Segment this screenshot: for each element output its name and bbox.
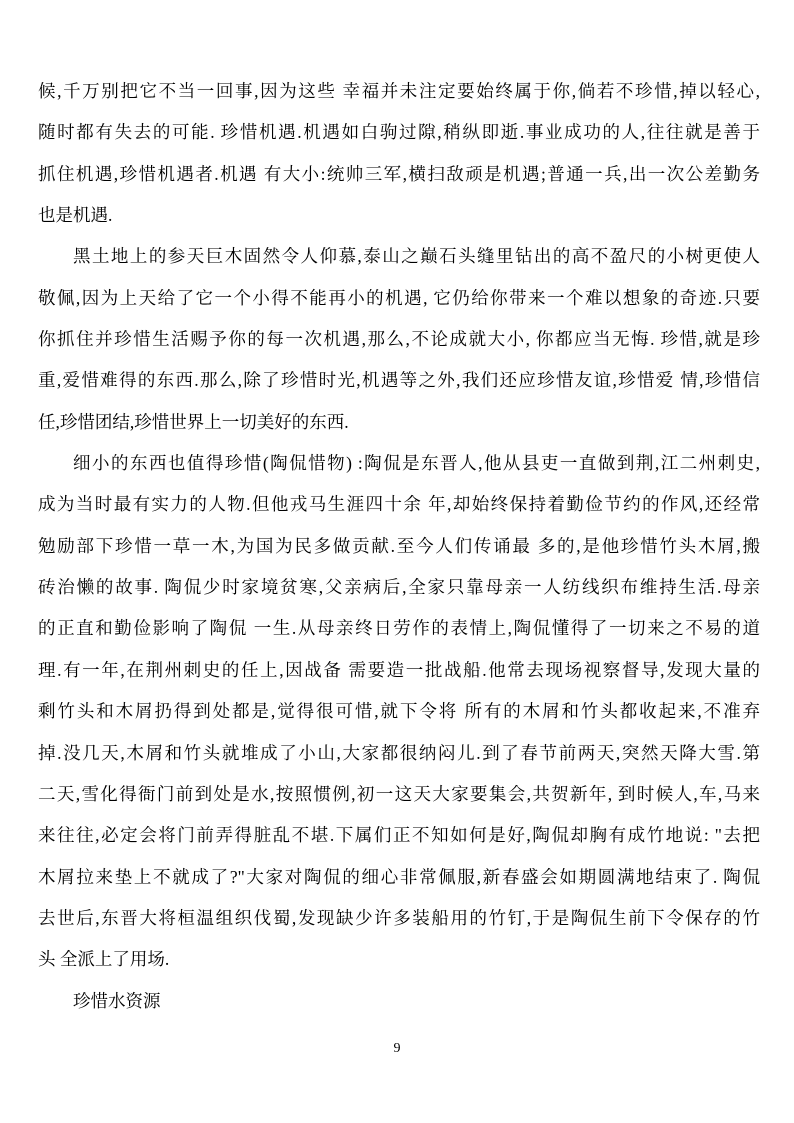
text-line: 敬佩,因为上天给了它一个小得不能再小的机遇, 它仍给你带来一个难以想象的奇迹.只要 — [38, 287, 760, 308]
text-line: 任,珍惜团结,珍惜世界上一切美好的东西. — [38, 411, 349, 432]
text-line: 来往往,必定会将门前弄得脏乱不堪.下属们正不知如何是好,陶侃却胸有成竹地说: "去把 — [38, 825, 760, 846]
text-line: 随时都有失去的可能. 珍惜机遇.机遇如白驹过隙,稍纵即逝.事业成功的人,往往就是善于 — [38, 122, 760, 143]
text-line: 抓住机遇,珍惜机遇者.机遇 有大小:统帅三军,横扫敌顽是机遇;普通一兵,出一次公差勤务 — [38, 163, 760, 184]
text-line: 的正直和勤俭影响了陶侃 一生.从母亲终日劳作的表情上,陶侃懂得了一切来之不易的道 — [38, 618, 760, 639]
text-line: 黑土地上的参天巨木固然令人仰慕,泰山之巅石头缝里钻出的高不盈尺的小树更使人 — [73, 246, 760, 267]
text-line: 勉励部下珍惜一草一木,为国为民多做贡献.至今人们传诵最 多的,是他珍惜竹头木屑,搬 — [38, 535, 760, 556]
text-line: 剩竹头和木屑扔得到处都是,觉得很可惜,就下令将 所有的木屑和竹头都收起来,不准弃 — [38, 701, 760, 722]
text-line: 细小的东西也值得珍惜(陶侃惜物) :陶侃是东晋人,他从县吏一直做到荆,江二州刺史, — [73, 453, 760, 474]
paragraph — [38, 443, 760, 980]
text-line: 头 全派上了用场. — [38, 949, 170, 970]
text-line: 掉.没几天,木屑和竹头就堆成了小山,大家都很纳闷儿.到了春节前两天,突然天降大雪.第 — [38, 742, 760, 763]
text-line: 重,爱惜难得的东西.那么,除了珍惜时光,机遇等之外,我们还应珍惜友谊,珍惜爱 情,珍惜信 — [38, 370, 760, 391]
text-line: 木屑拉来垫上不就成了?"大家对陶侃的细心非常佩服,新春盛会如期圆满地结束了. 陶侃 — [38, 866, 760, 887]
paragraph — [38, 981, 760, 1022]
text-line: 也是机遇. — [38, 205, 113, 226]
paragraph — [38, 71, 760, 236]
page-footer — [0, 1040, 794, 1058]
text-line: 候,千万别把它不当一回事,因为这些 幸福并未注定要始终属于你,倘若不珍惜,掉以轻心, — [38, 81, 760, 101]
text-line: 你抓住并珍惜生活赐予你的每一次机遇,那么,不论成就大小, 你都应当无悔. 珍惜,就是珍 — [38, 329, 760, 350]
text-line: 珍惜水资源 — [73, 990, 161, 1011]
text-line: 成为当时最有实力的人物.但他戎马生涯四十余 年,却始终保持着勤俭节约的作风,还经常 — [38, 494, 760, 515]
paragraph — [38, 236, 760, 443]
document-body — [38, 71, 760, 1022]
page-number: 9 — [393, 1041, 401, 1056]
text-line: 去世后,东晋大将桓温组织伐蜀,发现缺少许多装船用的竹钉,于是陶侃生前下令保存的竹 — [38, 907, 760, 928]
text-line: 理.有一年,在荆州刺史的任上,因战备 需要造一批战船.他常去现场视察督导,发现大量的 — [38, 659, 760, 680]
text-line: 砖治懒的故事. 陶侃少时家境贫寒,父亲病后,全家只靠母亲一人纺线织布维持生活.母亲 — [38, 577, 760, 598]
text-line: 二天,雪化得衙门前到处是水,按照惯例,初一这天大家要集会,共贺新年, 到时候人,车,马来 — [38, 783, 760, 804]
